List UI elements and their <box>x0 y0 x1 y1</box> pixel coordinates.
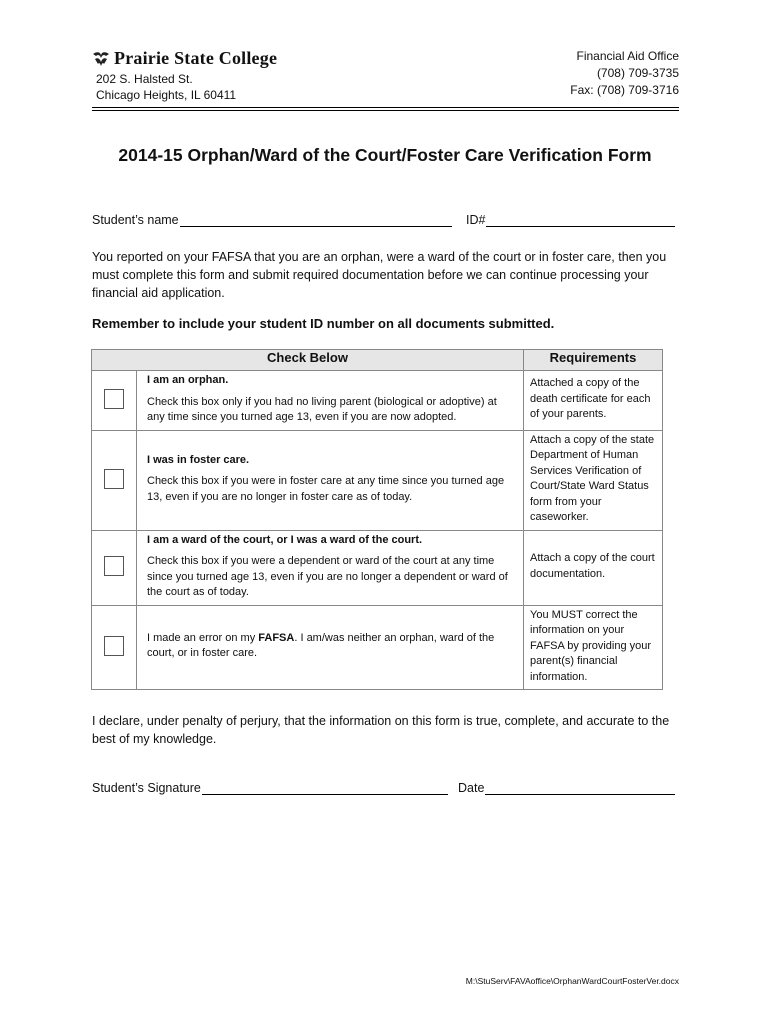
table-row-foster-care <box>92 430 663 530</box>
fafsa-bold: FAFSA <box>258 631 295 644</box>
reminder-note: Remember to include your student ID number on all documents submitted. <box>92 316 555 331</box>
requirement-text: Attached a copy of the death certificate for each of your parents. <box>530 377 651 420</box>
requirement-text: Attach a copy of the court documentation. <box>530 552 655 580</box>
option-title: I am an orphan. <box>147 374 229 386</box>
address-line-2: Chicago Heights, IL 60411 <box>96 88 237 102</box>
student-name-line[interactable] <box>180 214 452 227</box>
declaration-text: I declare, under penalty of perjury, that the information on this form is true, complete, and accurate to the best of my knowledge. <box>92 714 670 746</box>
option-description: Check this box if you were in foster care at any time since you turned age 13, even if you are no longer in foster care as of today. <box>147 475 505 503</box>
header-divider <box>92 107 679 111</box>
signature-line[interactable] <box>202 782 448 795</box>
foster-care-checkbox[interactable] <box>104 469 124 489</box>
ward-of-court-checkbox[interactable] <box>104 556 124 576</box>
table-header-row <box>92 350 663 371</box>
table-row-orphan <box>92 371 663 431</box>
form-title: 2014-15 Orphan/Ward of the Court/Foster Care Verification Form <box>118 145 652 165</box>
check-below-header: Check Below <box>92 350 524 371</box>
signature-field[interactable] <box>92 781 448 795</box>
table-row-fafsa-error <box>92 605 663 690</box>
option-description: Check this box only if you had no living parent (biological or adoptive) at any time since you turned age 13, even if you are now adopted. <box>147 395 497 423</box>
option-title: I am a ward of the court, or I was a ward of the court. <box>147 533 423 546</box>
student-name-label: Student’s name <box>92 213 179 227</box>
orphan-checkbox[interactable] <box>104 389 124 409</box>
student-name-field[interactable] <box>92 213 452 227</box>
date-field[interactable] <box>458 781 675 795</box>
verification-table <box>91 349 663 690</box>
address-line-1: 202 S. Halsted St. <box>96 72 193 86</box>
office-phone: (708) 709-3735 <box>596 66 679 80</box>
student-id-line[interactable] <box>486 214 675 227</box>
college-name: Prairie State College <box>114 48 278 68</box>
intro-paragraph: You reported on your FAFSA that you are an orphan, were a ward of the court or in foster care, then you must complete this form and submit required documentation before we can continue processing your financial aid application. <box>92 250 667 300</box>
requirements-header: Requirements <box>524 350 663 371</box>
date-label: Date <box>458 781 485 795</box>
option-description: I made an error on my FAFSA. I am/was neither an orphan, ward of the court, or in foster care. <box>147 631 495 660</box>
student-id-label: ID# <box>466 213 486 227</box>
college-logo-icon <box>92 51 110 67</box>
date-line[interactable] <box>485 782 675 795</box>
footer-file-path: M:\StuServ\FAVAoffice\OrphanWardCourtFosterVer.docx <box>465 976 679 986</box>
student-id-field[interactable] <box>466 213 675 227</box>
office-fax: Fax: (708) 709-3716 <box>570 83 679 97</box>
office-name: Financial Aid Office <box>576 49 679 63</box>
option-title: I was in foster care. <box>147 453 250 466</box>
fafsa-error-checkbox[interactable] <box>104 636 124 656</box>
office-contact <box>570 48 679 99</box>
requirement-text: Attach a copy of the state Department of Human Services Verification of Court/State Ward Status form from your caseworker. <box>530 433 655 523</box>
option-description: Check this box if you were a dependent or ward of the court at any time since you turned age 13, even if you are no longer a dependent or ward of the court as of today. <box>147 555 508 598</box>
requirement-text: You MUST correct the information on your FAFSA by providing your parent(s) financial information. <box>530 608 652 683</box>
college-logo <box>92 48 277 69</box>
signature-label: Student’s Signature <box>92 781 201 795</box>
table-row-ward-of-court <box>92 530 663 605</box>
